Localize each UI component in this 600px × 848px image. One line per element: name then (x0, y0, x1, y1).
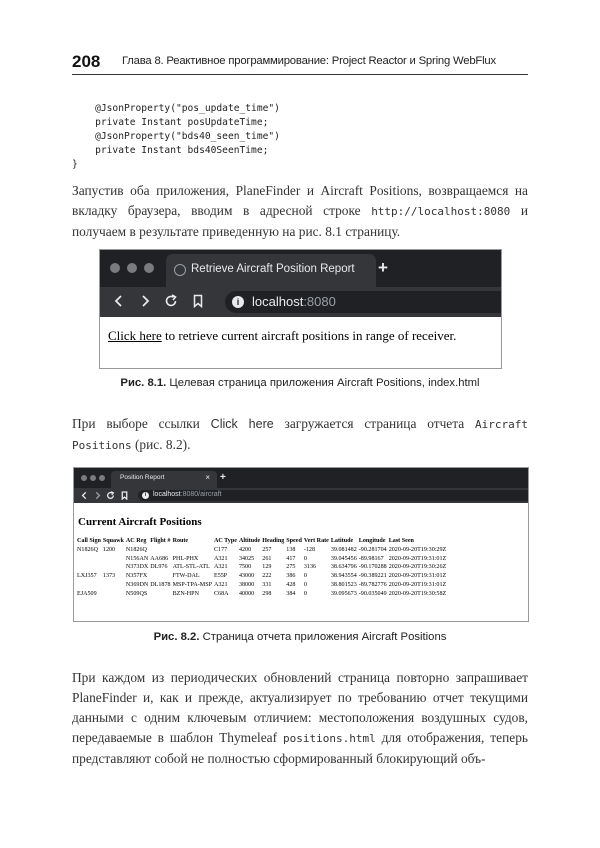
table-row (77, 581, 448, 590)
table-cell: 261 (262, 555, 272, 562)
caption-text: Страница отчета приложения Aircraft Positions (199, 631, 447, 643)
figure-8-2-screenshot (73, 467, 529, 622)
table-cell (103, 581, 126, 590)
page-body-text: to retrieve current aircraft positions in range of receiver. (161, 328, 457, 343)
table-body (77, 546, 448, 599)
new-tab-icon[interactable]: + (220, 472, 226, 483)
page-content (108, 328, 456, 344)
table-cell: 43000 (238, 573, 255, 580)
window-minimize-dot[interactable] (90, 475, 96, 481)
close-tab-icon[interactable]: × (205, 473, 210, 482)
table-cell: MSP-TPA-MSP (172, 581, 212, 588)
table-cell: 2020-09-20T19:30:58Z (388, 590, 447, 597)
caption-text: Целевая страница приложения Aircraft Positions, index.html (166, 377, 480, 389)
table-cell: A321 (213, 581, 228, 588)
globe-icon (174, 264, 186, 276)
table-cell: 7500 (238, 564, 252, 571)
table-cell: 138 (286, 546, 296, 553)
text-run: для отображения, теперь представляют собой не полностью сформированный блокирующий объ- (72, 730, 528, 766)
text-run: (рис. 8.2). (131, 437, 191, 452)
table-header-row (77, 537, 448, 546)
page-number: 208 (72, 52, 101, 71)
table-cell: 257 (262, 546, 272, 553)
table-cell: 0 (303, 590, 307, 597)
table-cell: N1826Q (77, 546, 98, 553)
table-cell (103, 555, 126, 564)
info-icon[interactable]: i (232, 296, 244, 308)
figure-caption (0, 377, 600, 389)
table-cell: 298 (262, 590, 272, 597)
inline-link-name: Click here (210, 417, 274, 431)
url-text (153, 491, 222, 498)
table-cell: 39.081482 (330, 546, 357, 553)
browser-toolbar (100, 287, 501, 317)
table-cell: A321 (213, 555, 228, 562)
column-header: AC Reg (125, 538, 147, 544)
code-listing (72, 102, 280, 172)
bookmark-icon[interactable] (120, 491, 129, 500)
table-cell: 2020-09-20T19:31:01Z (388, 555, 447, 562)
table-cell: 39.045456 (330, 555, 357, 562)
code-line: private Instant posUpdateTime; (72, 117, 269, 128)
tab-title: Position Report (120, 474, 165, 481)
table-cell: N357FX (125, 573, 148, 580)
running-title: Глава 8. Реактивное программирование: Project Reactor и Spring WebFlux (122, 55, 496, 67)
code-line: private Instant bds40SeenTime; (72, 145, 269, 156)
table-cell (150, 572, 172, 581)
column-header: Vert Rate (303, 538, 329, 544)
table-cell: 1200 (102, 546, 116, 553)
table-cell: 2020-09-20T19:30:26Z (388, 564, 447, 571)
inline-code-filename: positions.html (283, 732, 376, 745)
figure-caption (0, 631, 600, 643)
table-row (77, 563, 448, 572)
table-row (77, 546, 448, 555)
code-line: } (72, 159, 78, 170)
column-header: Squawk (102, 538, 124, 544)
bookmark-icon[interactable] (191, 294, 205, 308)
browser-toolbar (74, 488, 528, 503)
table-cell: 40000 (238, 590, 255, 597)
url-text (252, 294, 336, 309)
table-cell: C68A (213, 590, 229, 597)
back-icon[interactable] (80, 491, 89, 500)
text-run: При каждом из периодических обновлений страница повторно запрашивает PlaneFinder и, как и прежде, актуализирует по требованию отчет текущими данными с одним ключевым отличием: местоположения воздушных судов, передаваемые в шаблон Thymeleaf (72, 670, 528, 745)
table-cell: 0 (303, 581, 307, 588)
text-run: загружается страница отчета (273, 416, 476, 431)
column-header: AC Type (213, 538, 237, 544)
window-close-dot[interactable] (81, 475, 87, 481)
column-header: Call Sign (77, 538, 101, 544)
table-cell: 1373 (102, 573, 116, 580)
column-header: Route (172, 538, 189, 544)
table-cell (77, 555, 103, 564)
table-cell (173, 546, 214, 555)
paragraph-click (72, 414, 528, 456)
table-cell: LXJ357 (77, 573, 97, 580)
click-here-link[interactable]: Click here (108, 328, 162, 343)
table-cell: AA686 (150, 555, 169, 562)
text-run: и получаем в результате приведенную на рис. 8.1 страницу. (72, 203, 529, 239)
reload-icon[interactable] (106, 491, 115, 500)
forward-icon[interactable] (93, 491, 102, 500)
table-cell: 38.943554 (330, 573, 357, 580)
column-header: Speed (286, 538, 302, 544)
positions-table (77, 537, 448, 599)
table-cell: A321 (213, 564, 228, 571)
code-line: @JsonProperty("pos_update_time") (72, 103, 280, 114)
text-run: Запустив оба приложения, PlaneFinder и Aircraft Positions, возвращаемся на вкладку браузера, вводим в адресной строке (72, 183, 528, 218)
table-cell: 0 (303, 573, 307, 580)
table-cell: PHL-PHX (172, 555, 199, 562)
table-cell: -89.782776 (358, 581, 387, 588)
url-host: localhost (252, 294, 304, 309)
table-cell: 428 (286, 581, 296, 588)
table-cell: -90.281704 (358, 546, 387, 553)
table-cell: -90.035049 (358, 590, 387, 597)
address-bar[interactable] (225, 291, 501, 313)
table-cell: E55P (213, 573, 228, 580)
url-host: localhost (153, 491, 181, 498)
reload-icon[interactable] (164, 294, 178, 308)
table-cell: 222 (262, 573, 272, 580)
table-cell: 4200 (238, 546, 252, 553)
table-cell: C177 (213, 546, 228, 553)
table-cell: 0 (303, 555, 307, 562)
table-cell: 386 (286, 573, 296, 580)
table-cell: N373DX (125, 564, 149, 571)
table-cell (103, 590, 126, 599)
inline-code-url: http://localhost:8080 (371, 205, 511, 218)
table-cell: 38.801523 (330, 581, 357, 588)
window-minimize-dot[interactable] (127, 263, 137, 273)
tab-title: Retrieve Aircraft Position Report (191, 263, 355, 275)
table-row (77, 572, 448, 581)
column-header: Heading (262, 538, 285, 544)
url-path: :8080/aircraft (180, 491, 222, 498)
figure-8-1-screenshot (99, 249, 502, 369)
caption-label: Рис. 8.2. (153, 631, 200, 643)
table-cell: N509QS (125, 590, 148, 597)
table-cell (103, 563, 126, 572)
table-cell: 38.634796 (330, 564, 357, 571)
address-bar[interactable] (138, 490, 528, 501)
table-cell (77, 581, 103, 590)
window-zoom-dot[interactable] (144, 263, 154, 273)
table-cell: N156AN (125, 555, 149, 562)
table-cell: DL976 (150, 564, 168, 571)
table-cell: -89.98167 (358, 555, 384, 562)
caption-label: Рис. 8.1. (120, 377, 167, 389)
column-header: Altitude (238, 538, 261, 544)
paragraph-refresh (72, 668, 528, 769)
table-cell: 39.095673 (330, 590, 357, 597)
info-icon[interactable]: i (142, 492, 149, 499)
table-cell: 3136 (303, 564, 317, 571)
table-cell: DL1878 (150, 581, 171, 588)
running-header (72, 52, 528, 75)
window-zoom-dot[interactable] (99, 475, 105, 481)
table-cell: 417 (286, 555, 296, 562)
table-cell: 129 (262, 564, 272, 571)
table-cell: -128 (303, 546, 316, 553)
table-cell (150, 546, 172, 555)
column-header: Last Seen (388, 538, 414, 544)
table-cell: N1826Q (125, 546, 147, 553)
table-cell: -90.170288 (358, 564, 387, 571)
inline-code: Aircraft Positions (72, 418, 529, 452)
table-row (77, 555, 448, 564)
table-cell: 331 (262, 581, 272, 588)
table-cell: 2020-09-20T19:31:01Z (388, 573, 447, 580)
table-cell: EJA509 (77, 590, 97, 597)
table-cell: 34025 (238, 555, 255, 562)
table-cell: -90.389221 (358, 573, 387, 580)
table-cell: BZN-HPN (172, 590, 199, 597)
table-cell: FTW-DAL (172, 573, 200, 580)
new-tab-icon[interactable]: + (378, 258, 388, 277)
report-heading: Current Aircraft Positions (78, 516, 202, 528)
table-cell: 38000 (238, 581, 255, 588)
paragraph-intro (72, 181, 528, 242)
browser-tab-bar (100, 250, 501, 287)
code-line: @JsonProperty("bds40_seen_time") (72, 131, 280, 142)
back-icon[interactable] (112, 294, 126, 308)
table-cell (150, 590, 172, 599)
forward-icon[interactable] (138, 294, 152, 308)
url-port: :8080 (303, 294, 336, 309)
browser-tab[interactable] (111, 471, 217, 488)
column-header: Flight # (150, 538, 171, 544)
column-header: Latitude (330, 538, 354, 544)
table-row (77, 590, 448, 599)
table-cell: ATL-STL-ATL (172, 564, 210, 571)
table-cell: 2020-09-20T19:31:01Z (388, 581, 447, 588)
window-close-dot[interactable] (110, 263, 120, 273)
browser-tab[interactable] (166, 254, 376, 287)
table-cell: N369DN (125, 581, 149, 588)
table-cell: 384 (286, 590, 296, 597)
table-cell (77, 563, 103, 572)
table-cell: 2020-09-20T19:30:29Z (388, 546, 447, 553)
column-header: Longitude (358, 538, 386, 544)
browser-tab-bar (74, 468, 528, 488)
text-run: При выборе ссылки (72, 416, 211, 431)
table-cell: 275 (286, 564, 296, 571)
